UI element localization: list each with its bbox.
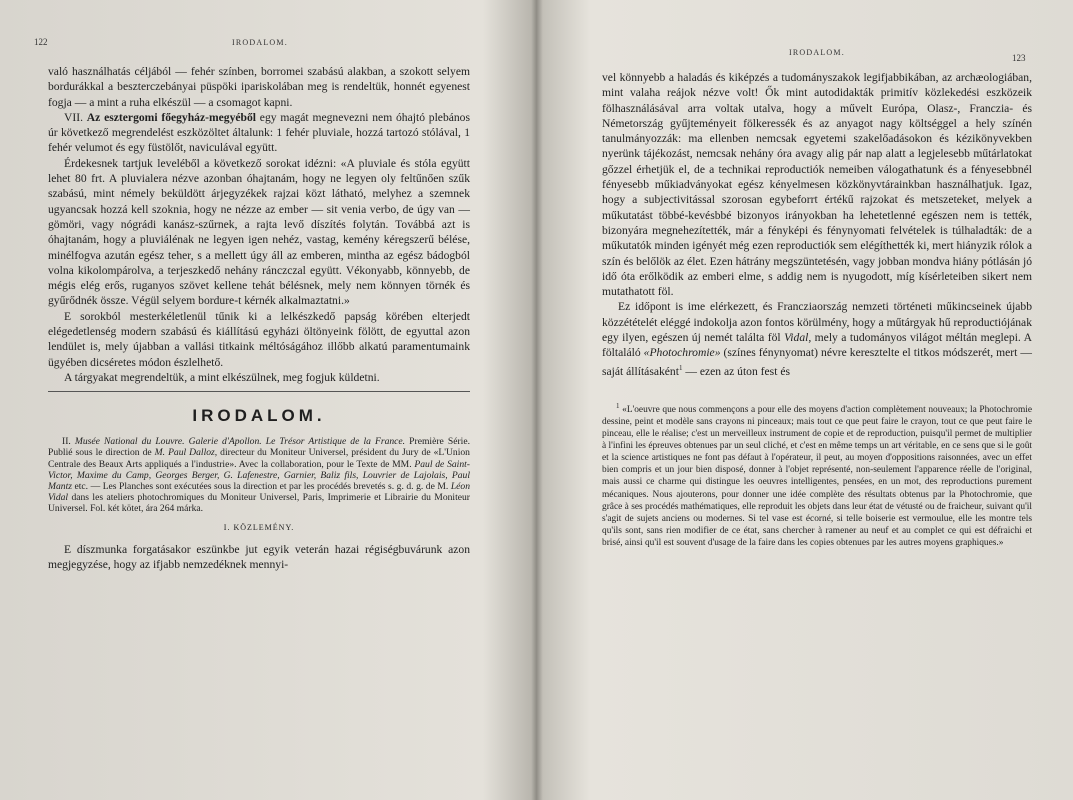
paragraph-text: mely a tudományos világot méltán meglepi. A föltaláló bbox=[602, 331, 1032, 360]
entry-text: Première Série. Publié sous le direction de bbox=[48, 436, 470, 459]
left-page-body bbox=[48, 64, 470, 572]
left-page bbox=[0, 0, 536, 800]
footnote-mark: 1 bbox=[616, 401, 620, 410]
right-page-body bbox=[602, 70, 1032, 549]
paragraph-text: (színes fénynyomat) névre keresztelte el titkos módszerét, mert — saját állításaként bbox=[602, 346, 1032, 378]
entry-name: Léon Vidal bbox=[48, 481, 470, 504]
paragraph: való használhatás céljából — fehér színben, borromei szabású alakban, a szokott selyem bordurákkal a beszterczebányai püspöki ipariskolában meg is rendeltük, honnét egyenest fogja — a mint a ruha elkészül — a csomagot kapni. bbox=[48, 65, 470, 109]
entry-text: dans les ateliers photochromiques du Moniteur Universel, Paris, Imprimerie et Librairie du Moniteur Universel. Fol. két kötet, ára 264 márka. bbox=[48, 492, 470, 515]
right-page bbox=[537, 0, 1073, 800]
paragraph-text: Ez időpont is ime elérkezett, és Francziaország nemzeti történeti műkincseinek újabb közzétételét eléggé indokolja azon fontos körülmény, hogy a műtárgyak hű reproductiójának egy ilyen, egészen új nemét találta föl bbox=[602, 300, 1032, 345]
paragraph: vel könnyebb a haladás és kiképzés a tudományszakok legifjabbikában, az archæologiában, mint valaha reájok nézve volt! Ők mint autodidakták primitív közlekedési eszközeik fölhasználásával arra voltak utalva, hogy a művelt Európa, Olasz-, Franczia- és Németország gyűjteményeit fölkeressék és az anyagot nagy költséggel a hely színén tanulmányozzák: ma ellenben nemcsak egyetemi szakelőadásokon és kézikönyvekben nyerünk tájékozást, nemcsak nehány óra avagy alig pár nap alatt a legjelesebb műtárlatokat gőzzel érhetjük el, de a technikai reproductiók nemeiben válogathatunk és a fényesebbnél fényesebb műkiadványokat egész kényelmesen közkönyvtárainkban használhatjuk. Igaz, hogy a subjectivitással szorosan egybeforrt értékű rajzokat és metszeteket, melyek a műkutatást többé-kevésbbé bizonyos irányokban ha lehetetlenné egészen nem is tették, bizonyára megnehezítették, már a fényképi és fénynyomati felvételek is túlhaladták: de a műkutatók minden igényét még ezen reproductiók sem elégíthették ki, mert hiányzik rólok a szín és belőlök az élet. Ezen hátrány megszüntetésén, vagy jobban mondva hiány pótlásán jó idő óta erőlködik az emberi elme, s addig nem is nyugodott, míg kísérleteiben sikert nem mutathatott föl. bbox=[602, 71, 1032, 299]
paragraph bbox=[602, 299, 1032, 378]
italic-name: Vidal, bbox=[784, 331, 812, 345]
section-vii-paragraph bbox=[48, 110, 470, 156]
page-number: 123 bbox=[1012, 53, 1026, 63]
entry-name: M. Paul Dalloz, bbox=[154, 447, 218, 459]
section-text: egy magát megnevezni nem óhajtó plebános úr következő megrendelést eszközöltet általunk: 1 fehér pluviale, hozzá tartozó stólával, 1 fehér velumot és egy füstölőt, naviculával együtt. bbox=[48, 110, 470, 155]
paragraph-text: — ezen az úton fest és bbox=[682, 364, 790, 378]
footnote bbox=[602, 400, 1032, 549]
entry-names: Paul de Saint-Victor, Maxime du Camp, Georges Berger, G. Lafenestre, Garnier, Baliz fils, Louvrier de Lajolais, Paul Mantz bbox=[48, 458, 470, 493]
footnote-separator bbox=[688, 393, 946, 394]
section-numeral: VII. bbox=[64, 110, 83, 124]
paragraph: E sorokból mesterkéletlenül tűnik ki a lelkészkedő papság körében elterjedt elégedetlenség modern szabású és kiállítású egyházi öltönyeink fölött, de egyuttal azon lendület is, mely újabban a vallási titkaink méltóságához illőbb alkatú paramentumaink ügyében dicséretes módon észlelhető. bbox=[48, 309, 470, 369]
entry-text: etc. — Les Planches sont exécutées sous la direction et par les procédés brevetés s. g. d. g. de M. bbox=[71, 481, 451, 493]
subsection-title: I. KÖZLEMÉNY. bbox=[223, 522, 295, 532]
paragraph: Érdekesnek tartjuk leveléből a következő sorokat idézni: «A pluviale és stóla együtt lehet 80 frt. A pluvialera nézve azonban óhajtanám, hogy ne legyen oly feltűnően szűk szabású, mint némely beküldött árjegyzékek rajzai közt látható, melyhez a szemnek ugyancsak hozzá kell szoknia, hogy ne nézze az ember — sit venia verbo, de úgy van — gömöri, vagy nógrádi kanász-szűrnek, a rajta levő díszítés folytán. Továbbá azt is óhajtanám, hogy a pluviálénak ne legyen igen nehéz, vastag, kemény kéregszerű bélése, minélfogva azután egész teher, s a mellett úgy áll az emberen, mintha az egész bádogból volna kikolompárolva, a terjeszkedő nehány ránczczal együtt. Vékonyabb, könnyebb, de mégis elég erős, ruganyos szövet kellene tehát bélésnek, mely nem könnyen törnék és gyűrődnék össze. Végül selyem bordure-t kérnék alkalmaztatni.» bbox=[48, 156, 470, 308]
section-title: IRODALOM. bbox=[192, 406, 326, 426]
footnote-marker: 1 bbox=[678, 363, 683, 372]
bibliography-entry bbox=[48, 436, 470, 514]
paragraph: A tárgyakat megrendeltük, a mint elkészülnek, meg fogjuk küldetni. bbox=[64, 370, 380, 384]
entry-text: directeur du Moniteur Universel, président du Jury de «L'Union Centrale des Beaux Arts appliqués a l'industrie». Avec la collaboration, pour le Texte de MM. bbox=[48, 447, 470, 470]
footnote-text: «L'oeuvre que nous commençons a pour elle des moyens d'action complètement nouveaux; la Photochromie dessine, peint et modèle sans crayons ni pinceaux; mais tout ce que peut faire le crayon, tout ce que peut faire le pinceau, elle le réalise; c'est un merveilleux instrument de copie et de reproduction, puisqu'il permet de multiplier à l'infini les épreuves obtenues par un seul cliché, et c'est en même temps un art véritable, en ce sens que si le goût et la science artistiques ne font pas défaut à l'opérateur, il peut, au moyen d'oppositions raisonnées, avec un effet bien compris et un jour bien disposé, donner à l'objet représenté, non-seulement l'apparence réelle de l'original, mais aussi ce charme qui distingue les oeuvres intelligentes, pensées, en un mot, des reproductions purement mécaniques. Nous ajouterons, pour donner une idée complète des résultats obtenus par la Photochromie, que grâce à ses procédés mathématiques, elle reproduit les objets dans leur état de vétusté ou de fraicheur, suivant qu'il s'agit de sujets anciens ou modernes. Si tel vase est écorné, si telle boiserie est vermoulue, elle les montre tels qu'ils sont, sans rien modifier de ce état, sans chercher à ramener au neuf et au complet ce qui est défraichi et brisé, ainsi qu'il est souvent d'usage de la faire dans les copies obtenues par les autres moyens graphiques.» bbox=[602, 404, 1033, 548]
page-number: 122 bbox=[34, 37, 48, 47]
italic-term: «Photochromie» bbox=[643, 346, 721, 360]
entry-title: Musée National du Louvre. Galerie d'Apollon. Le Trésor Artistique de la France. bbox=[74, 436, 406, 448]
entry-number: II. bbox=[62, 436, 71, 448]
section-heading: Az esztergomi főegyház-megyéből bbox=[86, 110, 256, 124]
paragraph: E díszmunka forgatásakor eszünkbe jut egyik veterán hazai régiségbuvárunk azon megjegyzése, hogy az ifjabb nemzedéknek mennyi- bbox=[48, 542, 470, 571]
running-head: IRODALOM. bbox=[232, 38, 288, 47]
section-divider bbox=[48, 391, 470, 392]
running-head: IRODALOM. bbox=[789, 48, 845, 57]
